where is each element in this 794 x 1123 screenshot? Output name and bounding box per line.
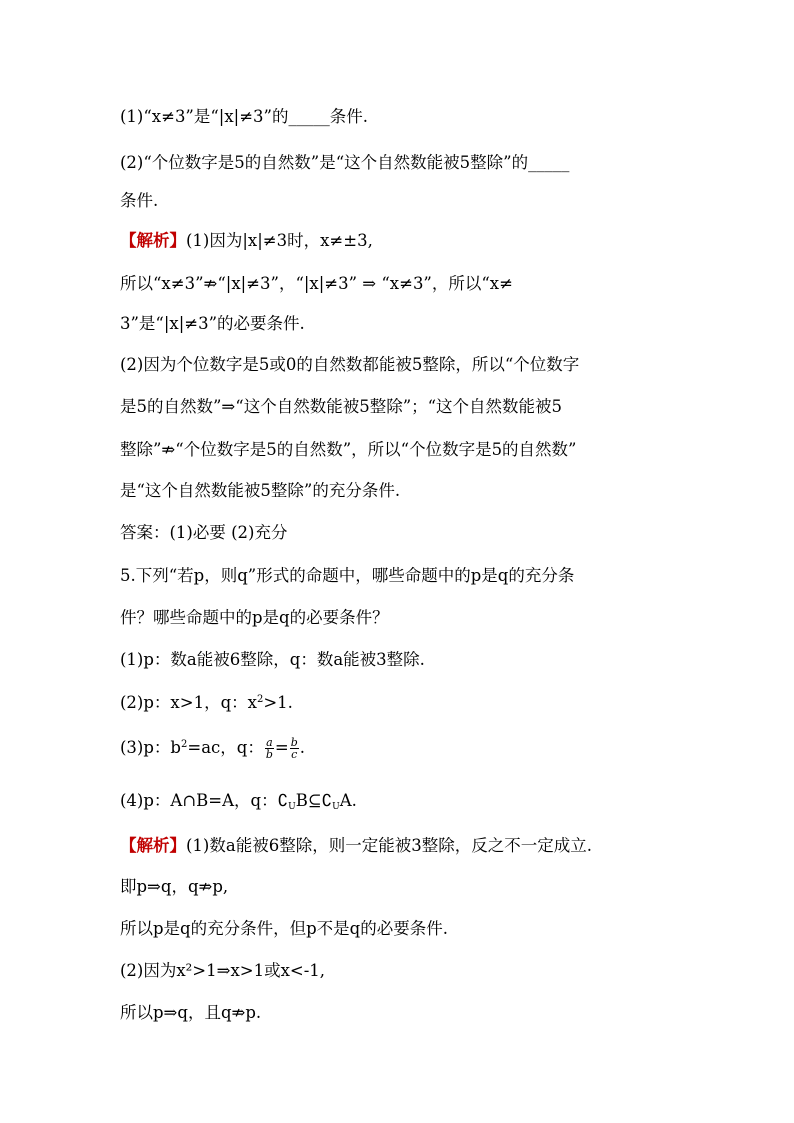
text-segment: (3)p：b [120, 738, 181, 757]
text-line: 所以p⇒q，且q⇏p. [120, 1003, 262, 1022]
fraction-denominator: c [291, 748, 298, 761]
subscript: U [332, 802, 340, 812]
analysis-tag: 【解析】 [120, 836, 186, 855]
analysis-line [120, 836, 592, 856]
text-segment: >1. [263, 693, 293, 712]
text-line: 3”是“|x|≠3”的必要条件. [120, 314, 305, 333]
analysis-tag: 【解析】 [120, 231, 186, 250]
superscript: 2 [256, 694, 264, 705]
fraction-numerator: b [290, 736, 298, 749]
text-segment: = [274, 738, 289, 757]
text-line: (2)因为个位数字是5或0的自然数都能被5整除，所以“个位数字 [120, 355, 580, 374]
text-line: (2)“个位数字是5的自然数”是“这个自然数能被5整除”的_____ [120, 153, 570, 172]
fraction [265, 737, 274, 760]
item-line [120, 791, 357, 811]
item-line: (1)p：数a能被6整除，q：数a能被3整除. [120, 650, 425, 669]
text-segment: A. [339, 791, 357, 810]
fraction [290, 737, 299, 760]
item-line [120, 693, 293, 713]
text-segment: (2)p：x>1，q：x [120, 693, 257, 712]
text-segment: (4)p：A∩B=A，q：∁ [120, 791, 289, 810]
text-line: 所以p是q的充分条件，但p不是q的必要条件. [120, 919, 448, 938]
text-segment: . [299, 738, 306, 757]
item-line [120, 737, 305, 760]
text-line: 是“这个自然数能被5整除”的充分条件. [120, 481, 401, 500]
fraction-numerator: a [266, 736, 273, 749]
text-line: 整除”⇏“个位数字是5的自然数”，所以“个位数字是5的自然数” [120, 440, 577, 459]
superscript: 2 [181, 739, 188, 750]
answer-line: 答案：(1)必要 (2)充分 [120, 523, 288, 542]
text-line: 条件. [120, 191, 159, 210]
text-line: (2)因为x²>1⇒x>1或x<-1, [120, 961, 326, 980]
analysis-line [120, 231, 373, 251]
subscript: U [288, 802, 296, 812]
question-line: 件？哪些命题中的p是q的必要条件？ [120, 608, 389, 627]
text-segment: (1)因为|x|≠3时，x≠±3, [186, 231, 373, 250]
question-line: 5.下列“若p，则q”形式的命题中，哪些命题中的p是q的充分条 [120, 566, 575, 585]
text-line: 所以“x≠3”⇏“|x|≠3”，“|x|≠3” ⇒ “x≠3”，所以“x≠ [120, 274, 513, 293]
text-line: 即p⇒q，q⇏p, [120, 877, 229, 896]
text-segment: (1)数a能被6整除，则一定能被3整除，反之不一定成立. [186, 836, 592, 855]
text-segment: =ac，q： [187, 738, 264, 757]
text-line: 是5的自然数”⇒“这个自然数能被5整除”；“这个自然数能被5 [120, 397, 563, 416]
text-segment: B⊆∁ [295, 791, 333, 810]
text-line: (1)“x≠3”是“|x|≠3”的_____条件. [120, 107, 368, 126]
fraction-denominator: b [265, 748, 273, 761]
